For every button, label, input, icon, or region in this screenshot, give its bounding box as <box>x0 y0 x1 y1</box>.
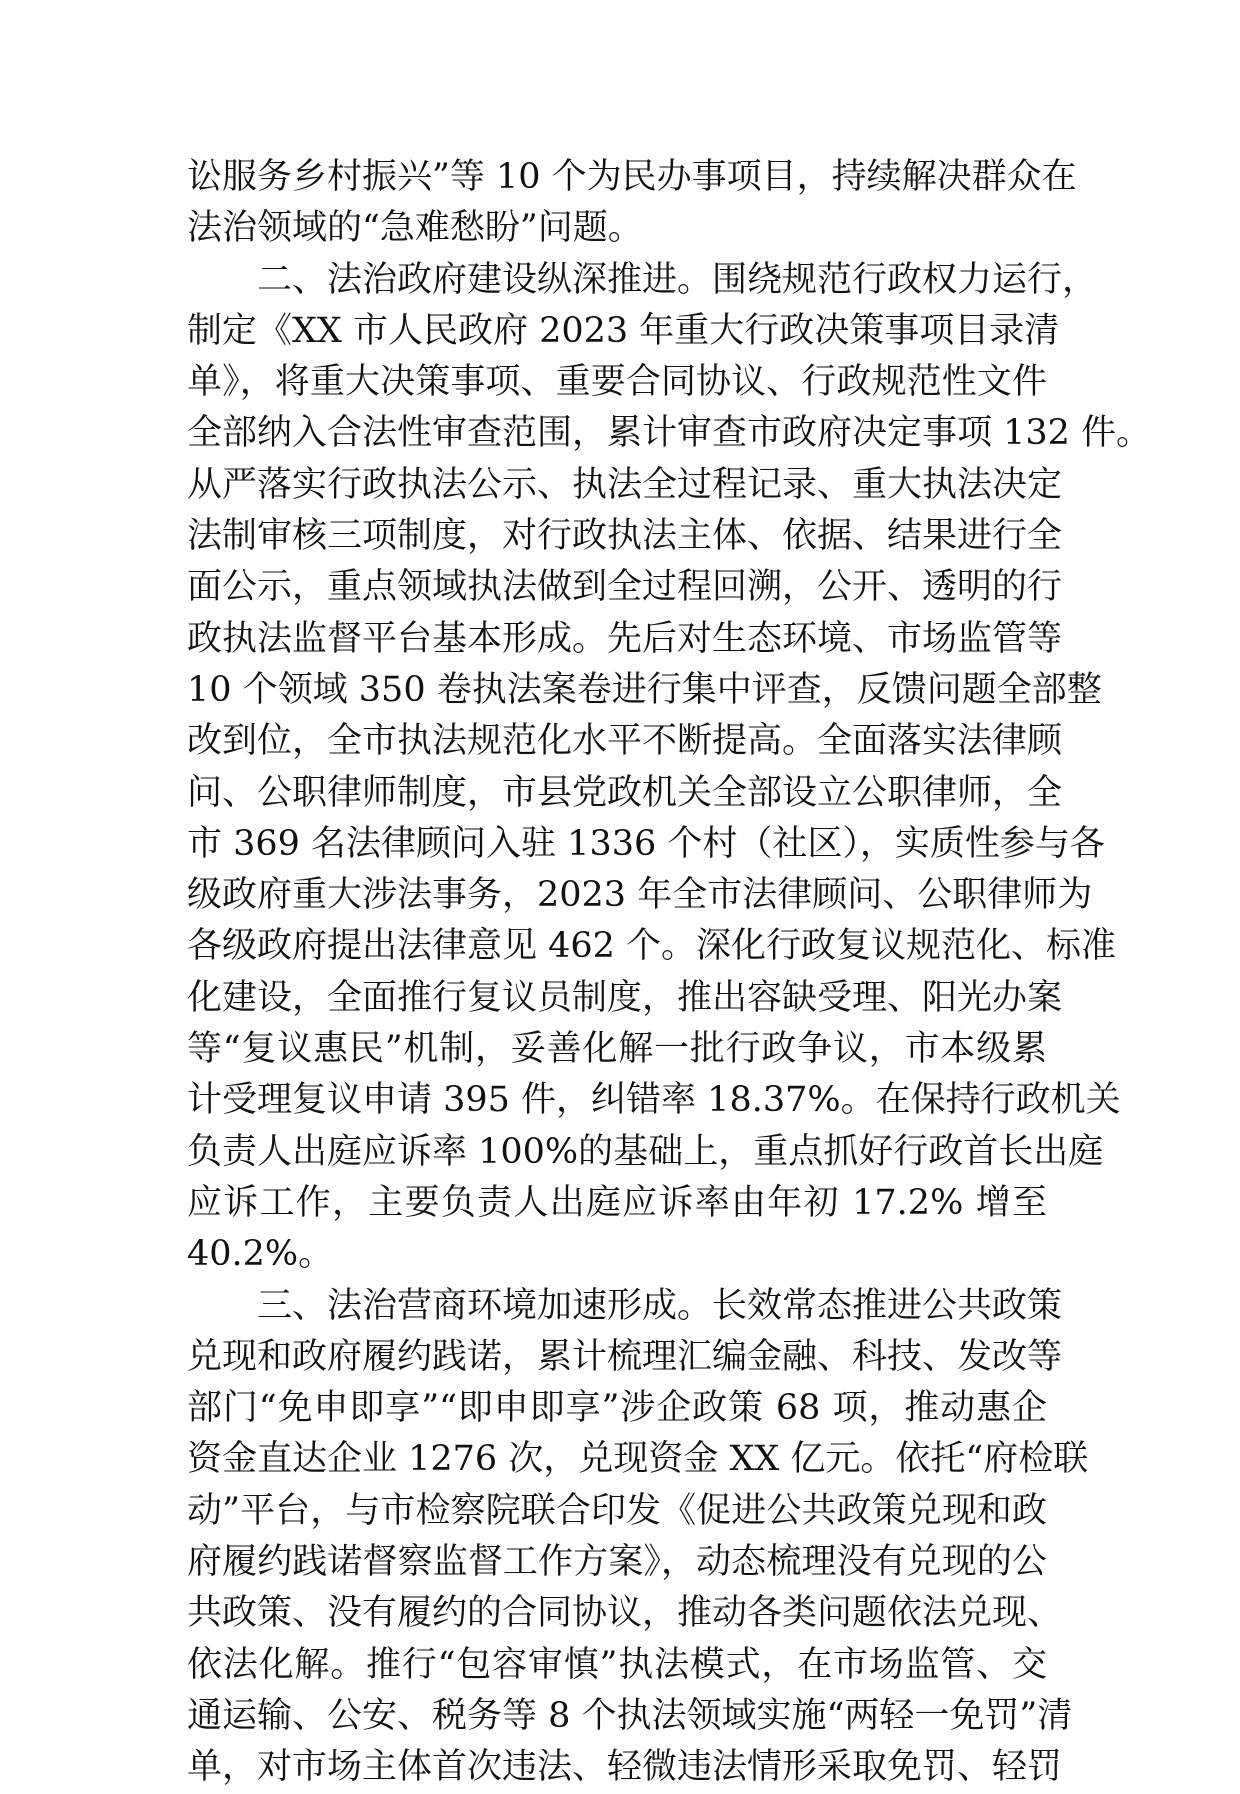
text-line: 10 个领域 350 卷执法案卷进行集中评查，反馈问题全部整 <box>187 669 1102 710</box>
text-line: 二、法治政府建设纵深推进。围绕规范行政权力运行， <box>257 259 1098 300</box>
text-line: 面公示，重点领域执法做到全过程回溯，公开、透明的行 <box>187 567 1063 608</box>
text-line: 共政策、没有履约的合同协议，推动各类问题依法兑现、 <box>187 1593 1063 1634</box>
text-line: 部门“免申即享”“即申即享”涉企政策 68 项，推动惠企 <box>187 1388 1047 1429</box>
text-line: 等“复议惠民”机制，妥善化解一批行政争议，市本级累 <box>187 1029 1047 1070</box>
text-line: 三、法治营商环境加速形成。长效常态推进公共政策 <box>257 1285 1063 1326</box>
text-line: 动”平台，与市检察院联合印发《促进公共政策兑现和政 <box>187 1490 1047 1531</box>
text-line: 依法化解。推行“包容审慎”执法模式，在市场监管、交 <box>187 1644 1047 1685</box>
text-line: 制定《XX 市人民政府 2023 年重大行政决策事项目录清 <box>187 310 1060 351</box>
text-line: 兑现和政府履约践诺，累计梳理汇编金融、科技、发改等 <box>187 1336 1063 1377</box>
text-line: 从严落实行政执法公示、执法全过程记录、重大执法决定 <box>187 464 1063 505</box>
text-line: 负责人出庭应诉率 100%的基础上，重点抓好行政首长出庭 <box>187 1131 1104 1172</box>
text-line: 各级政府提出法律意见 462 个。深化行政复议规范化、标准 <box>187 926 1117 967</box>
text-line: 府履约践诺督察监督工作方案》，动态梳理没有兑现的公 <box>187 1542 1047 1583</box>
text-line: 通运输、公安、税务等 8 个执法领域实施“两轻一免罚”清 <box>187 1695 1073 1736</box>
text-line: 单》，将重大决策事项、重要合同协议、行政规范性文件 <box>187 362 1047 403</box>
text-line: 市 369 名法律顾问入驻 1336 个村（社区），实质性参与各 <box>187 823 1105 864</box>
text-line: 计受理复议申请 395 件，纠错率 18.37%。在保持行政机关 <box>187 1080 1121 1121</box>
text-line: 单，对市场主体首次违法、轻微违法情形采取免罚、轻罚 <box>187 1747 1063 1788</box>
text-line: 资金直达企业 1276 次，兑现资金 XX 亿元。依托“府检联 <box>187 1439 1089 1480</box>
text-line: 应诉工作，主要负责人出庭应诉率由年初 17.2% 增至 <box>187 1182 1047 1223</box>
text-line: 级政府重大涉法事务，2023 年全市法律顾问、公职律师为 <box>187 875 1093 916</box>
text-line: 法制审核三项制度，对行政执法主体、依据、结果进行全 <box>187 516 1063 557</box>
text-line: 法治领域的“急难愁盼”问题。 <box>187 208 643 249</box>
text-line: 改到位，全市执法规范化水平不断提高。全面落实法律顾 <box>187 721 1063 762</box>
text-line: 40.2%。 <box>187 1234 334 1275</box>
text-line: 讼服务乡村振兴”等 10 个为民办事项目，持续解决群众在 <box>187 157 1077 197</box>
text-line: 化建设，全面推行复议员制度，推出容缺受理、阳光办案 <box>187 977 1063 1018</box>
document-body-text <box>187 152 1152 1794</box>
text-line: 政执法监督平台基本形成。先后对生态环境、市场监管等 <box>187 618 1063 659</box>
text-line: 全部纳入合法性审查范围，累计审查市政府决定事项 132 件。 <box>187 413 1152 454</box>
text-line: 问、公职律师制度，市县党政机关全部设立公职律师，全 <box>187 772 1063 813</box>
